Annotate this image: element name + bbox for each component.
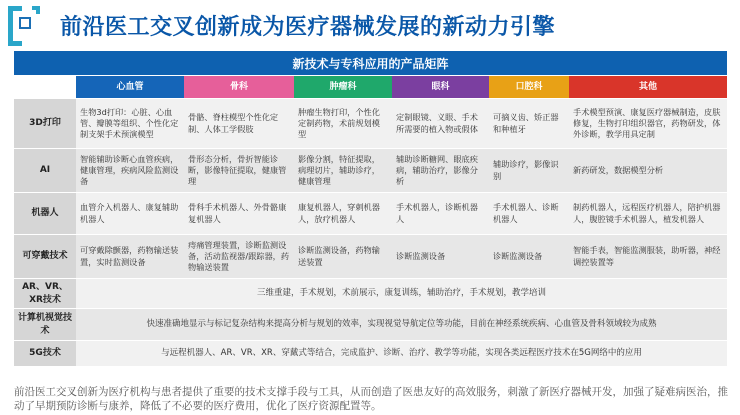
table-cell: 手术模型预演、康复医疗器械制造，皮肤修复，生物打印组织器官，药物研发，体外诊断，教学用具定制 xyxy=(569,99,727,149)
header-other: 其他 xyxy=(569,76,727,99)
table-cell: 康复机器人，穿刺机器人，放疗机器人 xyxy=(294,193,392,235)
table-cell: 可摘义齿、矫正器和种植牙 xyxy=(489,99,569,149)
table-cell: 骨骼、脊柱模型个性化定制、人体工学假肢 xyxy=(184,99,294,149)
row-label-wearable: 可穿戴技术 xyxy=(14,235,76,279)
table-row xyxy=(14,99,727,149)
row-label-robot: 机器人 xyxy=(14,193,76,235)
table-cell: 智能辅助诊断心血管疾病，健康管理，疾病风险监测设备 xyxy=(76,149,184,193)
header-blank xyxy=(14,76,76,99)
table-cell: 影像分割，特征提取，病理切片，辅助诊疗，健康管理 xyxy=(294,149,392,193)
table-row xyxy=(14,279,727,309)
table-row xyxy=(14,149,727,193)
product-matrix-table xyxy=(14,76,727,367)
table-cell: 制药机器人，远程医疗机器人，陪护机器人，腹腔镜手术机器人，植发机器人 xyxy=(569,193,727,235)
table-cell: 骨科手术机器人、外骨骼康复机器人 xyxy=(184,193,294,235)
row-label-ai: AI xyxy=(14,149,76,193)
bracket-logo-icon xyxy=(2,2,50,50)
table-cell-span: 快速准确地显示与标记复杂结构来提高分析与规划的效率，实现视觉导航定位等功能，目前在神经系统疾病、心血管及骨科领域较为成熟 xyxy=(76,309,727,341)
footer-summary: 前沿医工交叉创新为医疗机构与患者提供了重要的技术支撑手段与工具，从而创造了医患友好的高效服务，刺激了新医疗器械开发，加强了疑难病医治，推动了早期预防诊断与康养，降低了不必要的医疗费用，优化了医疗资源配置等。 xyxy=(14,386,728,412)
table-cell: 定制眼镜、义眼、手术所需要的植入物或假体 xyxy=(392,99,489,149)
header-tumor: 肿瘤科 xyxy=(294,76,392,99)
header-row xyxy=(14,76,727,99)
table-cell: 骨形态分析，骨折智能诊断，影像特征提取，健康管理 xyxy=(184,149,294,193)
table-cell: 辅助诊断糖网、眼底疾病，辅助治疗，影像分析 xyxy=(392,149,489,193)
table-cell: 痔痛管理装置，诊断监测设备，活动监视器/跟踪器，药物输送装置 xyxy=(184,235,294,279)
table-row xyxy=(14,309,727,341)
matrix-subtitle: 新技术与专科应用的产品矩阵 xyxy=(14,51,727,75)
table-cell: 诊断监测设备，药物输送装置 xyxy=(294,235,392,279)
table-cell: 新药研发，数据模型分析 xyxy=(569,149,727,193)
header-ortho: 骨科 xyxy=(184,76,294,99)
table-cell: 手术机器人，诊断机器人 xyxy=(392,193,489,235)
table-cell: 生物3d打印：心脏、心血管、瓣膜等组织、个性化定制支架手术预演模型 xyxy=(76,99,184,149)
table-cell-span: 三维重建，手术规划，术前展示，康复训练，辅助治疗，手术规划，教学培训 xyxy=(76,279,727,309)
row-label-5g: 5G技术 xyxy=(14,341,76,367)
table-cell: 诊断监测设备 xyxy=(489,235,569,279)
header-dental: 口腔科 xyxy=(489,76,569,99)
row-label-3d-print: 3D打印 xyxy=(14,99,76,149)
table-cell: 诊断监测设备 xyxy=(392,235,489,279)
row-label-ar-vr-xr: AR、VR、XR技术 xyxy=(14,279,76,309)
table-row xyxy=(14,235,727,279)
page-title: 前沿医工交叉创新成为医疗器械发展的新动力引擎 xyxy=(60,15,556,40)
header-cardio: 心血管 xyxy=(76,76,184,99)
table-cell-span: 与远程机器人、AR、VR、XR、穿戴式等结合，完成监护、诊断、治疗、教学等功能，实现各类远程医疗技术在5G网络中的应用 xyxy=(76,341,727,367)
table-row xyxy=(14,341,727,367)
header-eye: 眼科 xyxy=(392,76,489,99)
table-cell: 血管介入机器人、康复辅助机器人 xyxy=(76,193,184,235)
table-cell: 智能手表，智能监测服装，助听器，神经调控装置等 xyxy=(569,235,727,279)
table-cell: 手术机器人、诊断机器人 xyxy=(489,193,569,235)
table-row xyxy=(14,193,727,235)
table-cell: 肿瘤生物打印，个性化定制药物，术前规划模型 xyxy=(294,99,392,149)
table-cell: 辅助诊疗，影像识别 xyxy=(489,149,569,193)
row-label-computer-vision: 计算机视觉技术 xyxy=(14,309,76,341)
table-cell: 可穿戴除颤器，药物输送装置，实时监测设备 xyxy=(76,235,184,279)
